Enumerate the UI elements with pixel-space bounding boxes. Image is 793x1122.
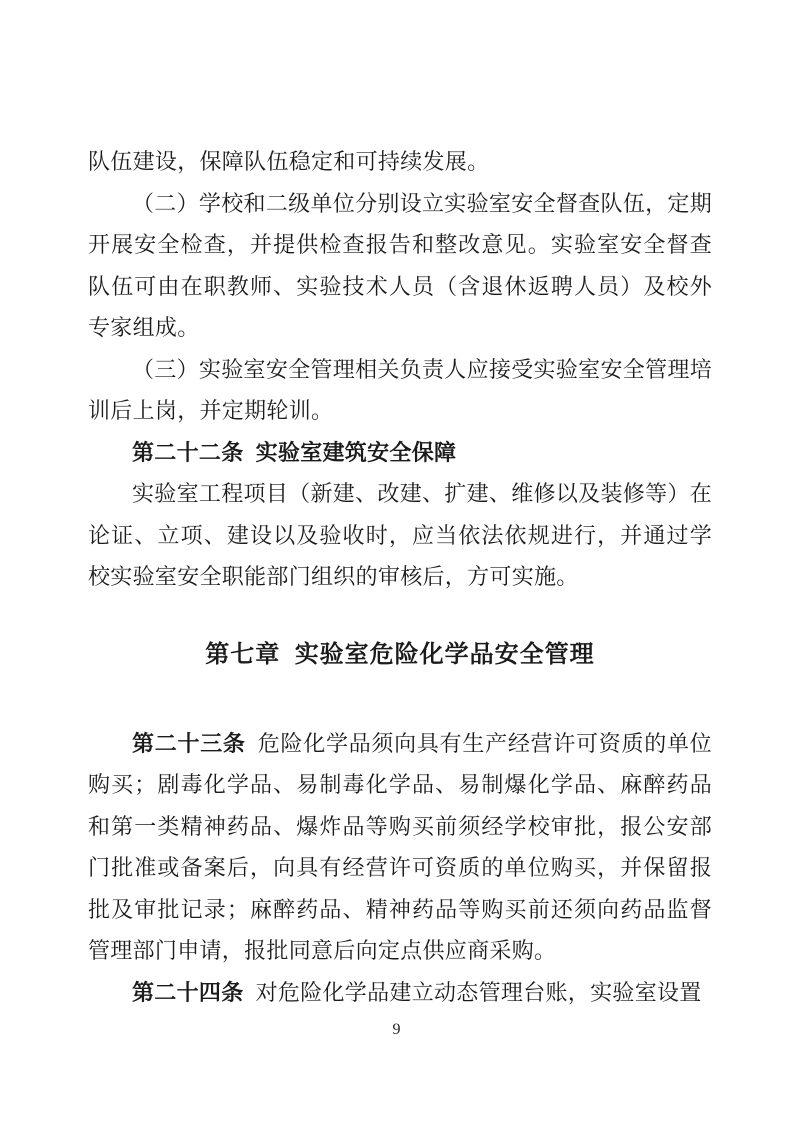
article-body-24: 对危险化学品建立动态管理台账，实验室设置 bbox=[255, 979, 702, 1005]
article-number-24: 第二十四条 bbox=[132, 979, 244, 1005]
paragraph-item-3: （三）实验室安全管理相关负责人应接受实验室安全管理培训后上岗，并定期轮训。 bbox=[88, 356, 712, 423]
page-number: 9 bbox=[392, 1021, 401, 1038]
paragraph-article-22-body: 实验室工程项目（新建、改建、扩建、维修以及装修等）在论证、立项、建设以及验收时，应当依法依规进行，并通过学校实验室安全职能部门组织的审核后，方可实施。 bbox=[88, 481, 712, 589]
article-body-23: 危险化学品须向具有生产经营许可资质的单位购买；剧毒化学品、易制毒化学品、易制爆化学品、麻醉药品和第一类精神药品、爆炸品等购买前须经学校审批，报公安部门批准或备案后，向具有经营许可资质的单位购买，并保留报批及审批记录；麻醉药品、精神药品等购买前还须向药品监督管理部门申请，报批同意后向定点供应商采购。 bbox=[88, 730, 712, 963]
paragraph-continuation: 队伍建设，保障队伍稳定和可持续发展。 bbox=[88, 149, 490, 174]
article-number-22: 第二十二条 bbox=[132, 439, 244, 465]
paragraph-article-24 bbox=[88, 972, 712, 1014]
chapter-heading bbox=[88, 634, 712, 676]
paragraph-article-23 bbox=[88, 723, 712, 972]
article-number-23: 第二十三条 bbox=[132, 730, 246, 756]
chapter-title: 实验室危险化学品安全管理 bbox=[294, 640, 595, 668]
chapter-number: 第七章 bbox=[205, 640, 281, 668]
paragraph-item-2: （二）学校和二级单位分别设立实验室安全督查队伍，定期开展安全检查，并提供检查报告和整改意见。实验室安全督查队伍可由在职教师、实验技术人员（含退休返聘人员）及校外专家组成。 bbox=[88, 190, 712, 340]
document-text-column bbox=[88, 141, 712, 1013]
article-title-22: 实验室建筑安全保障 bbox=[255, 439, 457, 465]
article-heading-22 bbox=[88, 432, 712, 474]
